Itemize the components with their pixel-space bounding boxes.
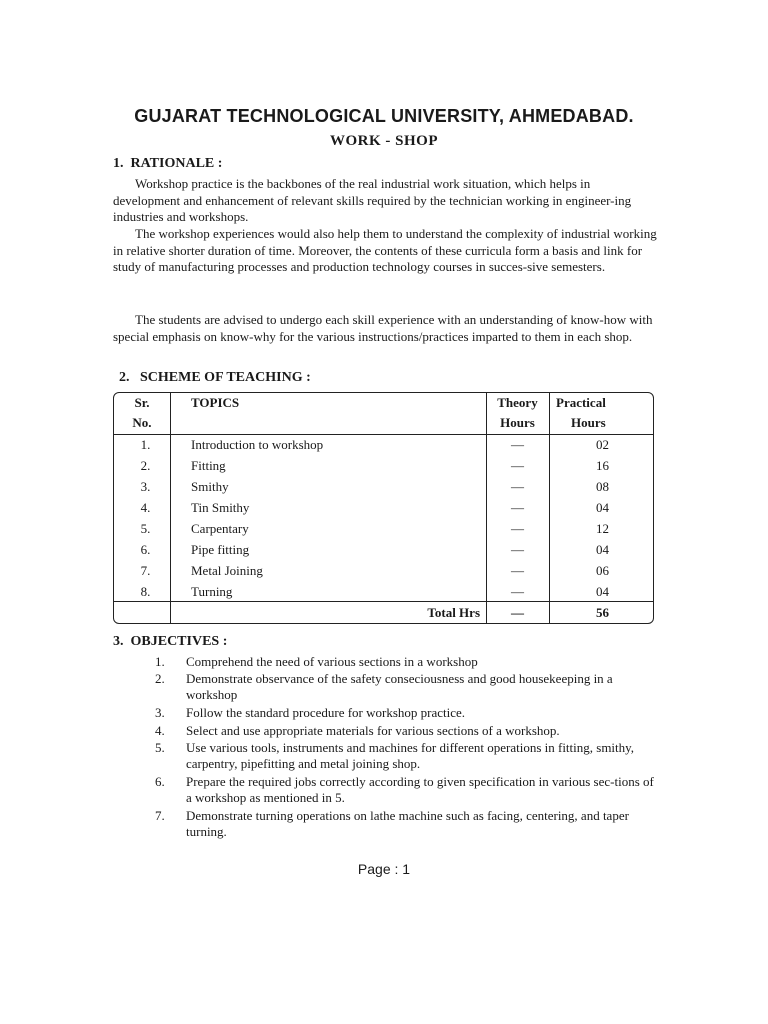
table-cell-practical: 04 (596, 584, 609, 599)
table-cell-sr: 6. (140, 542, 151, 557)
table-cell-sr: 7. (140, 563, 151, 578)
table-cell-practical: 04 (596, 500, 609, 515)
list-item-number: 4. (155, 723, 165, 738)
scheme-heading (119, 370, 311, 386)
list-item-number: 1. (155, 654, 165, 669)
list-item-number: 6. (155, 774, 165, 789)
table-cell-practical: 02 (596, 437, 609, 452)
list-item-text: Prepare the required jobs correctly according to given specification in various sec-tions of a workshop as mentioned in 5. (186, 774, 654, 805)
table-cell-topic: Fitting (191, 458, 226, 473)
page-number: Page : 1 (357, 861, 411, 877)
header-theory-hours: Hours (500, 415, 535, 430)
table-cell-topic: Pipe fitting (191, 542, 250, 557)
section-title: RATIONALE : (130, 156, 223, 171)
table-cell-sr: 4. (140, 500, 151, 515)
list-item-text: Use various tools, instruments and machines for different operations in fitting, smithy, carpentry, pipefitting and metal joining shop. (186, 740, 635, 771)
subject-title: WORK - SHOP (329, 133, 438, 149)
list-item-text: Follow the standard procedure for workshop practice. (186, 705, 466, 720)
table-cell-theory: — (511, 542, 524, 557)
table-cell-topic: Carpentary (191, 521, 249, 536)
scheme-table (113, 392, 654, 624)
total-practical: 56 (596, 605, 609, 620)
table-cell-sr: 3. (140, 479, 151, 494)
header-practical-hours: Hours (571, 415, 606, 430)
table-cell-practical: 04 (596, 542, 609, 557)
table-cell-theory: — (511, 458, 524, 473)
rationale-paragraph: The workshop experiences would also help them to understand the complexity of industrial working in relative shorter duration of time. Moreover, the contents of these curricula form a basis and link for study of manufacturing processes and production technology courses in succes-sive semesters. (113, 226, 657, 274)
university-title: GUJARAT TECHNOLOGICAL UNIVERSITY, AHMEDABAD. (134, 106, 634, 126)
rationale-paragraph: The students are advised to undergo each skill experience with an understanding of know-how with special emphasis on know-why for the various instructions/practices imparted to them in each shop. (113, 312, 653, 344)
table-cell-practical: 16 (596, 458, 609, 473)
section-title: OBJECTIVES : (130, 634, 228, 649)
header-sr: Sr. (134, 395, 150, 410)
section-number: 3. (113, 634, 124, 649)
header-rule (114, 434, 653, 435)
total-label: Total Hrs (427, 605, 480, 620)
section-number: 1. (113, 156, 124, 171)
total-rule (114, 601, 653, 602)
section-title: SCHEME OF TEACHING : (140, 370, 311, 385)
section-number: 2. (119, 370, 130, 385)
list-item-number: 7. (155, 808, 165, 823)
table-cell-theory: — (511, 563, 524, 578)
rationale-paragraph: Workshop practice is the backbones of the real industrial work situation, which helps in development and enhancement of relevant skills required by the technician working in engineer-ing industries and workshops. (113, 176, 632, 224)
header-sr-no: No. (132, 415, 152, 430)
header-topics: TOPICS (191, 395, 240, 410)
table-cell-sr: 2. (140, 458, 151, 473)
list-item-number: 2. (155, 671, 165, 686)
list-item-number: 5. (155, 740, 165, 755)
table-cell-topic: Turning (191, 584, 233, 599)
list-item-text: Demonstrate observance of the safety conseciousness and good housekeeping in a workshop (186, 671, 613, 702)
table-cell-practical: 06 (596, 563, 609, 578)
table-cell-topic: Metal Joining (191, 563, 263, 578)
table-cell-theory: — (511, 500, 524, 515)
table-cell-theory: — (511, 479, 524, 494)
rationale-heading (113, 156, 222, 172)
header-theory: Theory (497, 395, 538, 410)
list-item-text: Select and use appropriate materials for various sections of a workshop. (186, 723, 560, 738)
total-theory: — (511, 605, 524, 620)
table-cell-sr: 5. (140, 521, 151, 536)
table-cell-sr: 8. (140, 584, 151, 599)
table-cell-topic: Smithy (191, 479, 229, 494)
table-cell-theory: — (511, 584, 524, 599)
table-cell-practical: 12 (596, 521, 609, 536)
table-cell-topic: Introduction to workshop (191, 437, 324, 452)
table-cell-theory: — (511, 437, 524, 452)
table-cell-theory: — (511, 521, 524, 536)
list-item-text: Comprehend the need of various sections in a workshop (186, 654, 478, 669)
table-cell-practical: 08 (596, 479, 609, 494)
list-item-text: Demonstrate turning operations on lathe machine such as facing, centering, and taper turning. (186, 808, 629, 839)
objectives-heading (113, 634, 227, 650)
header-practical: Practical (556, 395, 606, 410)
table-cell-sr: 1. (140, 437, 151, 452)
table-cell-topic: Tin Smithy (191, 500, 250, 515)
list-item-number: 3. (155, 705, 165, 720)
